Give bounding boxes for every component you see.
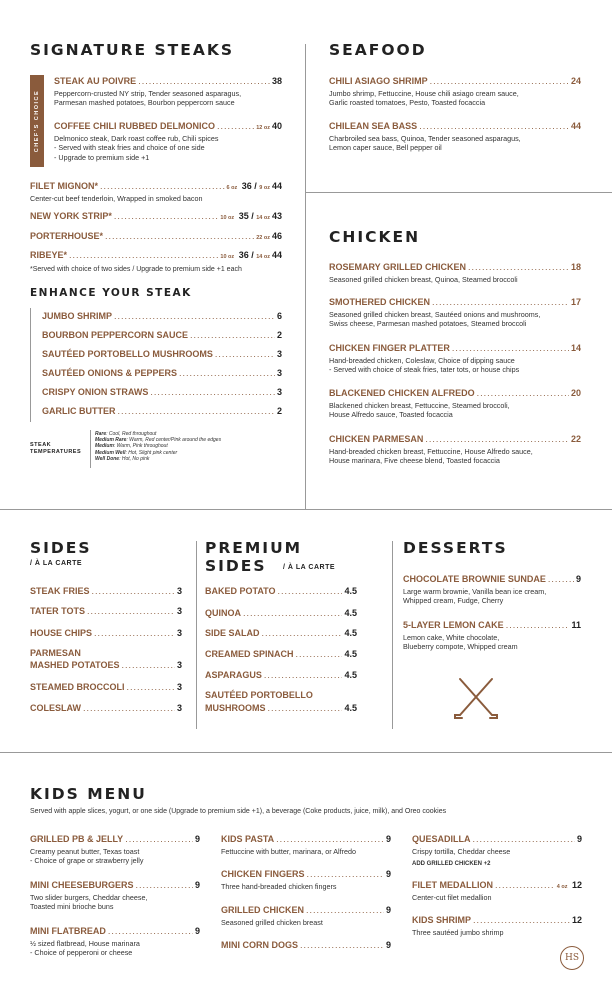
divider-premium-desserts bbox=[392, 541, 393, 729]
kids-item-mini-corn-dogs: MINI CORN DOGS ..... 9 bbox=[221, 940, 391, 951]
divider-middle-kids bbox=[0, 752, 612, 753]
quesadilla-add-chicken: ADD GRILLED CHICKEN +2 bbox=[412, 861, 491, 867]
signature-steaks-title: SIGNATURE STEAKS bbox=[30, 41, 234, 59]
divider-vertical-top bbox=[305, 44, 306, 509]
premium-sides-subtitle: / À LA CARTE bbox=[283, 564, 336, 571]
sides-title: SIDES bbox=[30, 539, 92, 557]
menu-item-chili-asiago-shrimp: CHILI ASIAGO SHRIMP ..... 24 bbox=[329, 76, 581, 87]
menu-item-delmonico: COFFEE CHILI RUBBED DELMONICO ..... 12 oz 40 bbox=[54, 121, 282, 134]
kids-menu-intro: Served with apple slices, yogurt, or one side (Upgrade to premium side +1), a beverage (Coke products, juice, milk), and Oreo cookies bbox=[30, 808, 447, 815]
kids-item-kids-pasta: KIDS PASTA ..... 9 bbox=[221, 834, 391, 845]
menu-item-filet-mignon: FILET MIGNON* ..... 6 oz 36 / 9 oz 44 bbox=[30, 181, 282, 194]
desc-kids-shrimp: Three sautéed jumbo shrimp bbox=[412, 928, 504, 937]
kids-item-grilled-chicken: GRILLED CHICKEN ..... 9 bbox=[221, 905, 391, 916]
desc-grilled-chicken: Seasoned grilled chicken breast bbox=[221, 918, 323, 927]
kids-item-kids-shrimp: KIDS SHRIMP ..... 12 bbox=[412, 915, 582, 926]
menu-item-ribeye: RIBEYE* ..... 10 oz 36 / 14 oz 44 bbox=[30, 250, 282, 263]
premium-item-portobello-label: SAUTÉED PORTOBELLO bbox=[205, 690, 313, 700]
menu-item-steak-au-poivre: STEAK AU POIVRE ..... 38 bbox=[54, 76, 282, 87]
premium-item-creamed-spinach: CREAMED SPINACH ..... 4.5 bbox=[205, 649, 357, 660]
kids-menu-title: KIDS MENU bbox=[30, 785, 147, 803]
divider-top-middle bbox=[0, 509, 612, 510]
desc-lemon-cake: Lemon cake, White chocolate, Blueberry compote, Whipped cream bbox=[403, 633, 518, 652]
enhance-item-garlic-butter: GARLIC BUTTER ..... 2 bbox=[42, 406, 282, 417]
dessert-item-brownie-sundae: CHOCOLATE BROWNIE SUNDAE ..... 9 bbox=[403, 574, 581, 585]
desc-chicken-finger-platter: Hand-breaded chicken, Coleslaw, Choice of dipping sauce - Served with choice of steak fries, tater tots, or house chips bbox=[329, 356, 520, 375]
side-item-house-chips: HOUSE CHIPS ..... 3 bbox=[30, 628, 182, 639]
premium-item-quinoa: QUINOA ..... 4.5 bbox=[205, 608, 357, 619]
desc-steak-au-poivre: Peppercorn-crusted NY strip, Tender seasoned asparagus, Parmesan mashed potatoes, Bourbon peppercorn sauce bbox=[54, 89, 242, 108]
side-item-steamed-broccoli: STEAMED BROCCOLI ..... 3 bbox=[30, 682, 182, 693]
side-item-mashed-potatoes: MASHED POTATOES ..... 3 bbox=[30, 660, 182, 671]
hs-logo: HS bbox=[560, 946, 584, 970]
sides-subtitle: / À LA CARTE bbox=[30, 560, 83, 567]
desc-grilled-pb-jelly: Creamy peanut butter, Texas toast - Choice of grape or strawberry jelly bbox=[30, 847, 144, 866]
desc-chicken-parmesan: Hand-breaded chicken breast, Fettuccine, House Alfredo sauce, House marinara, Five cheese blend, Toasted focaccia bbox=[329, 447, 533, 466]
premium-sides-title-line2: SIDES bbox=[205, 557, 267, 575]
seafood-title: SEAFOOD bbox=[329, 41, 427, 59]
menu-item-chicken-finger-platter: CHICKEN FINGER PLATTER ..... 14 bbox=[329, 343, 581, 354]
desc-rosemary-chicken: Seasoned grilled chicken breast, Quinoa, Steamed broccoli bbox=[329, 275, 518, 284]
divider-sides-premium bbox=[196, 541, 197, 729]
desc-chili-asiago-shrimp: Jumbo shrimp, Fettuccine, House chili asiago cream sauce, Garlic roasted tomatoes, Pesto, Toasted focaccia bbox=[329, 89, 519, 108]
premium-item-side-salad: SIDE SALAD ..... 4.5 bbox=[205, 628, 357, 639]
chicken-title: CHICKEN bbox=[329, 228, 421, 246]
divider-seafood-chicken bbox=[305, 192, 612, 193]
desc-chilean-sea-bass: Charbroiled sea bass, Quinoa, Tender seasoned asparagus, Lemon caper sauce, Bell pepper oil bbox=[329, 134, 521, 153]
menu-item-chilean-sea-bass: CHILEAN SEA BASS ..... 44 bbox=[329, 121, 581, 132]
crossed-golf-clubs-icon bbox=[452, 675, 500, 723]
premium-item-asparagus: ASPARAGUS ..... 4.5 bbox=[205, 670, 357, 681]
kids-item-mini-cheeseburgers: MINI CHEESEBURGERS ..... 9 bbox=[30, 880, 200, 891]
desc-filet-mignon: Center-cut beef tenderloin, Wrapped in smoked bacon bbox=[30, 194, 203, 203]
enhance-item-onions-peppers: SAUTÉED ONIONS & PEPPERS ..... 3 bbox=[42, 368, 282, 379]
desc-mini-flatbread: ½ sized flatbread, House marinara - Choice of pepperoni or cheese bbox=[30, 939, 140, 958]
kids-item-filet-medallion: FILET MEDALLION ..... 4 oz 12 bbox=[412, 880, 582, 893]
menu-item-blackened-alfredo: BLACKENED CHICKEN ALFREDO ..... 20 bbox=[329, 388, 581, 399]
side-item-coleslaw: COLESLAW ..... 3 bbox=[30, 703, 182, 714]
desc-filet-medallion: Center-cut filet medallion bbox=[412, 893, 492, 902]
kids-item-mini-flatbread: MINI FLATBREAD ..... 9 bbox=[30, 926, 200, 937]
premium-item-mushrooms: MUSHROOMS ..... 4.5 bbox=[205, 703, 357, 714]
enhance-item-bourbon-sauce: BOURBON PEPPERCORN SAUCE ..... 2 bbox=[42, 330, 282, 341]
menu-item-new-york-strip: NEW YORK STRIP* ..... 10 oz 35 / 14 oz 43 bbox=[30, 211, 282, 224]
desc-chicken-fingers: Three hand-breaded chicken fingers bbox=[221, 882, 337, 891]
kids-item-grilled-pb-jelly: GRILLED PB & JELLY ..... 9 bbox=[30, 834, 200, 845]
enhance-item-onion-straws: CRISPY ONION STRAWS ..... 3 bbox=[42, 387, 282, 398]
chefs-choice-badge: CHEF'S CHOICE bbox=[30, 75, 44, 167]
menu-item-rosemary-chicken: ROSEMARY GRILLED CHICKEN ..... 18 bbox=[329, 262, 581, 273]
enhance-side-rule bbox=[30, 308, 31, 422]
side-item-tater-tots: TATER TOTS ..... 3 bbox=[30, 606, 182, 617]
enhance-item-jumbo-shrimp: JUMBO SHRIMP ..... 6 bbox=[42, 311, 282, 322]
steak-temperatures-list: Rare: Cool, Red throughout Medium Rare: Warm, Red center/Pink around the edges Medium: Warm, Pink throughout Medium Well: Hot, Slight pink center Well Done: Hot, No pink bbox=[95, 431, 222, 462]
menu-item-chicken-parmesan: CHICKEN PARMESAN ..... 22 bbox=[329, 434, 581, 445]
desc-kids-pasta: Fettuccine with butter, marinara, or Alfredo bbox=[221, 847, 357, 856]
enhance-your-steak-title: ENHANCE YOUR STEAK bbox=[30, 287, 192, 299]
menu-item-smothered-chicken: SMOTHERED CHICKEN ..... 17 bbox=[329, 297, 581, 308]
temps-rule bbox=[90, 430, 91, 468]
desc-blackened-alfredo: Blackened chicken breast, Fettuccine, Steamed broccoli, House Alfredo sauce, Toasted focaccia bbox=[329, 401, 510, 420]
menu-item-porterhouse: PORTERHOUSE* ..... 22 oz 46 bbox=[30, 231, 282, 244]
side-item-steak-fries: STEAK FRIES ..... 3 bbox=[30, 586, 182, 597]
kids-item-chicken-fingers: CHICKEN FINGERS ..... 9 bbox=[221, 869, 391, 880]
desserts-title: DESSERTS bbox=[403, 539, 508, 557]
premium-item-baked-potato: BAKED POTATO ..... 4.5 bbox=[205, 586, 357, 597]
desc-smothered-chicken: Seasoned grilled chicken breast, Sautéed onions and mushrooms, Swiss cheese, Parmesan mashed potatoes, Steamed broccoli bbox=[329, 310, 541, 329]
kids-item-quesadilla: QUESADILLA ..... 9 bbox=[412, 834, 582, 845]
desc-quesadilla: Crispy tortilla, Cheddar cheese bbox=[412, 847, 511, 856]
side-item-parmesan-label: PARMESAN bbox=[30, 648, 81, 658]
steak-temperatures-label: STEAK TEMPERATURES bbox=[30, 442, 82, 455]
premium-sides-title-line1: PREMIUM bbox=[205, 539, 303, 557]
desc-delmonico: Delmonico steak, Dark roast coffee rub, Chili spices - Served with steak fries and choice of one side - Upgrade to premium side +1 bbox=[54, 134, 219, 162]
desc-brownie-sundae: Large warm brownie, Vanilla bean ice cream, Whipped cream, Fudge, Cherry bbox=[403, 587, 547, 606]
desc-mini-cheeseburgers: Two slider burgers, Cheddar cheese, Toasted mini brioche buns bbox=[30, 893, 148, 912]
dessert-item-lemon-cake: 5-LAYER LEMON CAKE ..... 11 bbox=[403, 620, 581, 631]
steak-sides-footnote: *Served with choice of two sides / Upgrade to premium side +1 each bbox=[30, 266, 242, 273]
enhance-item-portobello: SAUTÉED PORTOBELLO MUSHROOMS ..... 3 bbox=[42, 349, 282, 360]
